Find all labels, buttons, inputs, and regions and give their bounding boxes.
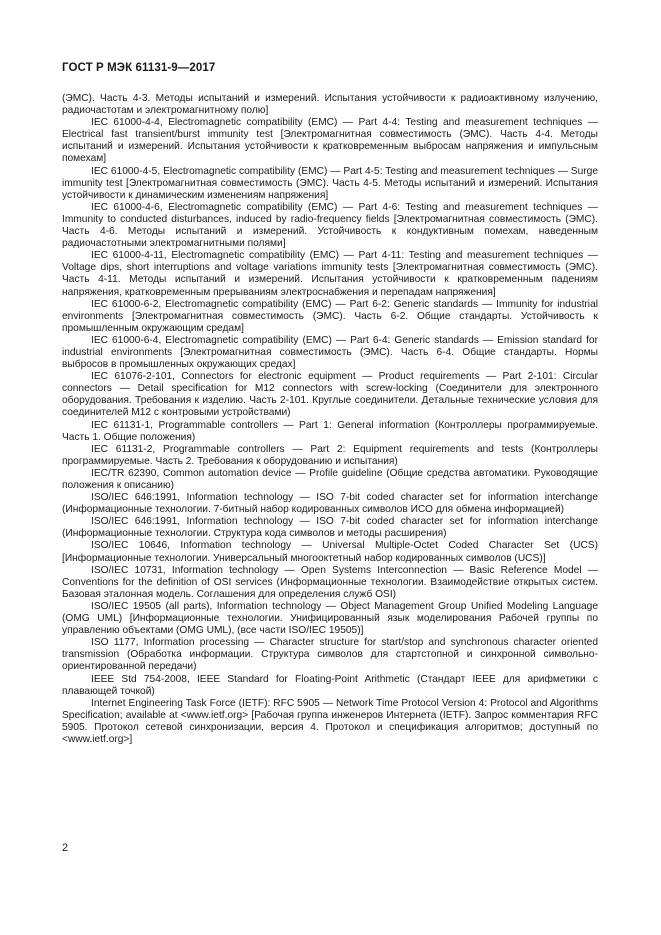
bibliography-references (62, 93, 598, 746)
reference-entry: ISO/IEC 646:1991, Information technology — ISO 7-bit coded character set for information interchange (Информационные технологии. 7-битный набор кодированных символов ИСО для обмена информацией) (62, 492, 598, 516)
reference-entry: IEC/TR 62390, Common automation device — Profile guideline (Общие средства автоматики. Руководящие положения к описанию) (62, 467, 598, 491)
reference-entry: (ЭМС). Часть 4-3. Методы испытаний и измерений. Испытания устойчивости к радиоактивному излучению, радиочастотам и электромагнитному полю] (62, 93, 598, 117)
reference-entry: IEC 61000-6-4, Electromagnetic compatibility (EMC) — Part 6-4: Generic standards — Emission standard for industrial environments [Электромагнитная совместимость (ЭМС). Часть 6-4. Общие стандарты. Нормы выбросов в промышленных окружающих средах] (62, 334, 598, 371)
reference-entry: IEC 61000-4-4, Electromagnetic compatibility (EMC) — Part 4-4: Testing and measurement techniques — Electrical fast transient/burst immunity test [Электромагнитная совместимость (ЭМС). Часть 4-4. Методы испытаний и измерений. Испытания устойчивости к кратковременным выбросам напряжения и импульсным помехам] (62, 117, 598, 165)
page-number: 2 (62, 842, 69, 854)
reference-entry: IEEE Std 754-2008, IEEE Standard for Floating-Point Arithmetic (Стандарт IEEE для арифметики с плавающей точкой) (62, 673, 598, 697)
reference-entry: IEC 61131-2, Programmable controllers — Part 2: Equipment requirements and tests (Контроллеры программируемые. Часть 2. Требования к оборудованию и испытания) (62, 443, 598, 467)
reference-entry: IEC 61000-6-2, Electromagnetic compatibility (EMC) — Part 6-2: Generic standards — Immunity for industrial environments [Электромагнитная совместимость (ЭМС). Часть 6-2. Общие стандарты. Устойчивость к промышленным окружающим средам] (62, 298, 598, 334)
reference-entry: IEC 61076-2-101, Connectors for electronic equipment — Product requirements — Part 2-101: Circular connectors — Detail specification for M12 connectors with screw-locking (Соединители для электронного оборудования. Требования к изделию. Часть 2-101. Круглые соединители. Детальные технические условия для соединителей M12 с контровыми устройствами) (62, 371, 598, 419)
reference-entry: ISO/IEC 10646, Information technology — Universal Multiple-Octet Coded Character Set (UCS) [Информационные технологии. Универсальный многооктетный набор кодированных символов (UCS)] (62, 540, 598, 564)
reference-entry: ISO/IEC 10731, Information technology — Open Systems Interconnection — Basic Reference Model — Conventions for the definition of OSI services (Информационные технологии. Взаимодействие открытых систем. Базовая эталонная модель. Соглашения для определения служб OSI) (62, 564, 598, 600)
reference-entry: ISO/IEC 646:1991, Information technology — ISO 7-bit coded character set for information interchange (Информационные технологии. Структура кода символов и методы расширения) (62, 516, 598, 540)
reference-entry: IEC 61000-4-11, Electromagnetic compatibility (EMC) — Part 4-11: Testing and measurement techniques — Voltage dips, short interruptions and voltage variations immunity tests [Электромагнитная совместимость (ЭМС). Часть 4-11. Методы испытаний и измерений. Испытания устойчивости к кратковременным падениям напряжения, кратковременным прерываниям электроснабжения и перепадам напряжения] (62, 250, 598, 298)
reference-entry: IEC 61000-4-6, Electromagnetic compatibility (EMC) — Part 4-6: Testing and measurement techniques — Immunity to conducted disturbances, induced by radio-frequency fields [Электромагнитная совместимость (ЭМС). Часть 4-6. Методы испытаний и измерений. Устойчивость к кондуктивным помехам, наведенным радиочастотными электромагнитными полями] (62, 201, 598, 250)
reference-entry: Internet Engineering Task Force (IETF): RFC 5905 — Network Time Protocol Version 4: Protocol and Algorithms Specification; available at <www.ietf.org> [Рабочая группа инженеров Интернета (IETF). Запрос комментария RFC 5905. Протокол сетевой синхронизации, версия 4. Протокол и спецификация алгоритмов; доступный по <www.ietf.org>] (62, 697, 598, 745)
reference-entry: ISO 1177, Information processing — Character structure for start/stop and synchronous character oriented transmission (Обработка информации. Структура символов для стартстопной и синхронной символьно-ориентированной передачи) (62, 637, 598, 673)
reference-entry: IEC 61131-1, Programmable controllers — Part 1: General information (Контроллеры программируемые. Часть 1. Общие положения) (62, 419, 598, 443)
reference-entry: IEC 61000-4-5, Electromagnetic compatibility (EMC) — Part 4-5: Testing and measurement techniques — Surge immunity test [Электромагнитная совместимость (ЭМС). Часть 4-5. Методы испытаний и измерений. Испытания устойчивости к динамическим изменениям напряжения] (62, 165, 598, 201)
document-header: ГОСТ Р МЭК 61131-9—2017 (62, 62, 216, 74)
reference-entry: ISO/IEC 19505 (all parts), Information technology — Object Management Group Unified Modeling Language (OMG UML) [Информационные технологии. Унифицированный язык моделирования Рабочей группы по управлению объектами (OMG UML), (все части ISO/IEC 19505)] (62, 600, 598, 637)
